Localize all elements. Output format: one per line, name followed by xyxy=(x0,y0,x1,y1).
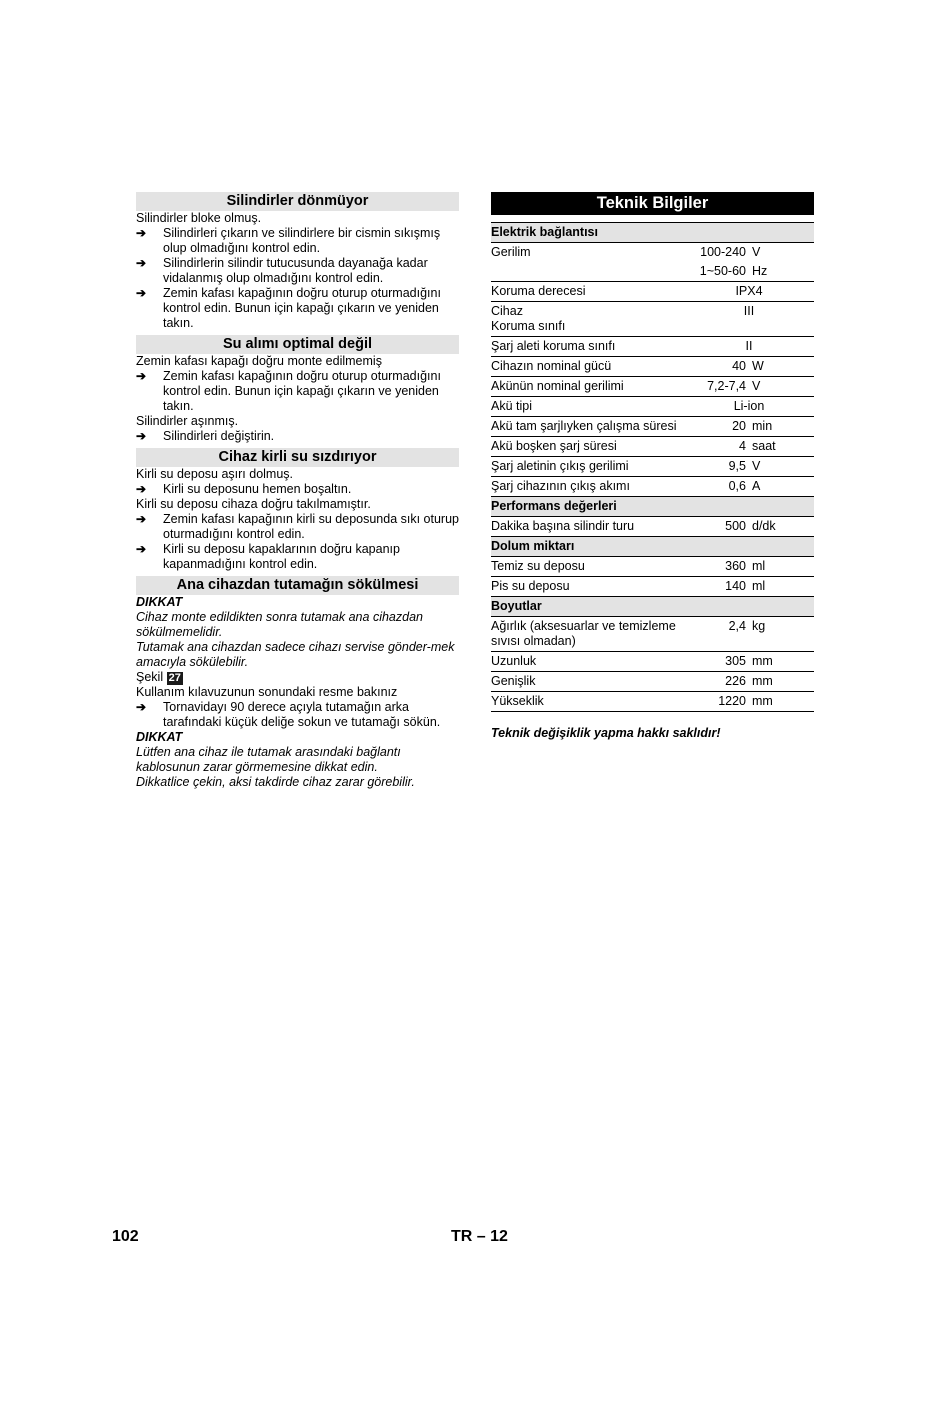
cause-text: Silindirler bloke olmuş. xyxy=(136,211,262,225)
row-value: 500 xyxy=(684,517,752,537)
row-value: 226 xyxy=(684,672,752,692)
row-value: 100-240 xyxy=(700,245,746,259)
table-row xyxy=(491,397,814,417)
row-name: Gerilim xyxy=(491,245,531,259)
troubleshooting-column xyxy=(136,192,459,790)
cause-text: Kirli su deposu cihaza doğru takılmamıştır. xyxy=(136,497,371,511)
table-row xyxy=(491,577,814,597)
table-row xyxy=(491,652,814,672)
row-name: Şarj aletinin çıkış gerilimi xyxy=(491,457,684,477)
technical-change-note: Teknik değişiklik yapma hakkı saklıdır! xyxy=(491,726,721,740)
action-text: Silindirlerin silindir tutucusunda dayanağa kadar vidalanmış olup olmadığını kontrol edin. xyxy=(163,256,428,285)
row-unit: min xyxy=(752,417,814,437)
arrow-right-icon: ➔ xyxy=(136,482,147,496)
row-name: Akünün nominal gerilimi xyxy=(491,377,684,397)
row-name: Şarj aleti koruma sınıfı xyxy=(491,337,684,357)
table-group-row xyxy=(491,497,814,517)
technical-data-column xyxy=(491,192,814,740)
list-item xyxy=(136,429,459,444)
table-row xyxy=(491,672,814,692)
table-group-row xyxy=(491,537,814,557)
row-unit: V xyxy=(752,377,814,397)
table-row xyxy=(491,457,814,477)
row-unit: V xyxy=(752,245,761,259)
table-group-row xyxy=(491,597,814,617)
row-name: Cihazın nominal gücü xyxy=(491,357,684,377)
warning-text: Tutamak ana cihazdan sadece cihazı servise gönder-mek amacıyla sökülebilir. xyxy=(136,640,455,669)
list-item xyxy=(136,256,459,286)
row-value: II xyxy=(684,337,814,357)
row-value: 40 xyxy=(684,357,752,377)
row-value: 7,2-7,4 xyxy=(684,377,752,397)
row-value: 4 xyxy=(684,437,752,457)
row-unit: Hz xyxy=(752,262,814,282)
row-name-line: Cihaz xyxy=(491,304,523,318)
action-text: Zemin kafası kapağının doğru oturup oturmadığını kontrol edin. Bunun için kapağı çıkarın ve yeniden takın. xyxy=(163,369,441,413)
row-value: 360 xyxy=(684,557,752,577)
row-name: Genişlik xyxy=(491,672,684,692)
arrow-right-icon: ➔ xyxy=(136,512,147,526)
list-item xyxy=(136,286,459,331)
table-row xyxy=(491,357,814,377)
row-value: Li-ion xyxy=(684,397,814,417)
page-code: TR – 12 xyxy=(451,1228,508,1245)
action-text: Zemin kafası kapağının doğru oturup oturmadığını kontrol edin. Bunun için kapağı çıkarın ve yeniden takın. xyxy=(163,286,441,330)
row-name: Akü tipi xyxy=(491,397,684,417)
row-unit: ml xyxy=(752,577,814,597)
row-unit: A xyxy=(752,477,814,497)
warning-label: DIKKAT xyxy=(136,595,183,609)
row-unit: kg xyxy=(752,617,814,652)
arrow-right-icon: ➔ xyxy=(136,256,147,270)
row-name: Ağırlık (aksesuarlar ve temizleme sıvısı olmadan) xyxy=(491,617,684,652)
row-unit: ml xyxy=(752,557,814,577)
row-value: 1220 xyxy=(684,692,752,712)
action-text: Zemin kafası kapağının kirli su deposunda sıkı oturup oturmadığını kontrol edin. xyxy=(163,512,459,541)
spec-table xyxy=(491,222,814,712)
row-value: 20 xyxy=(684,417,752,437)
warning-text: Cihaz monte edildikten sonra tutamak ana cihazdan sökülmemelidir. xyxy=(136,610,423,639)
row-name: Pis su deposu xyxy=(491,577,684,597)
table-row xyxy=(491,262,814,282)
warning-text: Dikkatlice çekin, aksi takdirde cihaz zarar görebilir. xyxy=(136,775,415,789)
table-row xyxy=(491,477,814,497)
arrow-right-icon: ➔ xyxy=(136,429,147,443)
row-value: IPX4 xyxy=(684,282,814,302)
figure-reference xyxy=(136,670,459,685)
list-item xyxy=(136,226,459,256)
row-unit: mm xyxy=(752,692,814,712)
cause-text: Zemin kafası kapağı doğru monte edilmemiş xyxy=(136,354,382,368)
row-name: Şarj cihazının çıkış akımı xyxy=(491,477,684,497)
table-group-row xyxy=(491,223,814,243)
row-name: Yükseklik xyxy=(491,692,684,712)
row-unit: d/dk xyxy=(752,517,814,537)
row-unit: W xyxy=(752,357,814,377)
row-value: 9,5 xyxy=(684,457,752,477)
list-item xyxy=(136,700,459,730)
row-value: 305 xyxy=(684,652,752,672)
action-text: Tornavidayı 90 derece açıyla tutamağın arka tarafındaki küçük deliğe sokun ve tutamağı sökün. xyxy=(163,700,441,729)
section-heading-leak: Cihaz kirli su sızdırıyor xyxy=(136,448,459,467)
row-name xyxy=(491,262,684,282)
reference-text: Kullanım kılavuzunun sonundaki resme bakınız xyxy=(136,685,398,699)
table-row xyxy=(491,302,814,337)
list-item xyxy=(136,369,459,414)
table-row xyxy=(491,417,814,437)
table-row xyxy=(491,377,814,397)
table-row xyxy=(491,517,814,537)
page-number: 102 xyxy=(112,1228,139,1245)
arrow-right-icon: ➔ xyxy=(136,226,147,240)
section-heading-rollers: Silindirler dönmüyor xyxy=(136,192,459,211)
action-text: Silindirleri değiştirin. xyxy=(163,429,275,443)
technical-data-heading: Teknik Bilgiler xyxy=(491,192,814,215)
warning-text: Lütfen ana cihaz ile tutamak arasındaki bağlantı kablosunun zarar görmemesine dikkat edin. xyxy=(136,745,401,774)
figure-number-badge: 27 xyxy=(168,672,181,684)
section-heading-handle-removal: Ana cihazdan tutamağın sökülmesi xyxy=(136,576,459,595)
row-name-line: Koruma sınıfı xyxy=(491,319,566,333)
row-name: Uzunluk xyxy=(491,652,684,672)
row-value: 0,6 xyxy=(684,477,752,497)
row-name: Akü tam şarjlıyken çalışma süresi xyxy=(491,417,684,437)
table-row xyxy=(491,243,814,263)
row-name: Koruma derecesi xyxy=(491,282,684,302)
figure-label: Şekil xyxy=(136,670,164,684)
list-item xyxy=(136,542,459,572)
table-row xyxy=(491,557,814,577)
arrow-right-icon: ➔ xyxy=(136,369,147,383)
row-value: 140 xyxy=(684,577,752,597)
table-row xyxy=(491,282,814,302)
list-item xyxy=(136,512,459,542)
group-label: Performans değerleri xyxy=(491,497,814,517)
row-unit: V xyxy=(752,457,814,477)
row-value: 1~50-60 xyxy=(684,262,752,282)
table-row xyxy=(491,692,814,712)
action-text: Kirli su deposu kapaklarının doğru kapanıp kapanmadığını kontrol edin. xyxy=(163,542,400,571)
row-name: Dakika başına silindir turu xyxy=(491,517,684,537)
section-heading-water-intake: Su alımı optimal değil xyxy=(136,335,459,354)
list-item xyxy=(136,482,459,497)
arrow-right-icon: ➔ xyxy=(136,286,147,300)
action-text: Silindirleri çıkarın ve silindirlere bir cismin sıkışmış olup olmadığını kontrol edin. xyxy=(163,226,441,255)
group-label: Elektrik bağlantısı xyxy=(491,223,814,243)
cause-text: Kirli su deposu aşırı dolmuş. xyxy=(136,467,294,481)
group-label: Dolum miktarı xyxy=(491,537,814,557)
group-label: Boyutlar xyxy=(491,597,814,617)
row-unit: mm xyxy=(752,652,814,672)
row-value: 2,4 xyxy=(684,617,752,652)
action-text: Kirli su deposunu hemen boşaltın. xyxy=(163,482,352,496)
arrow-right-icon: ➔ xyxy=(136,542,147,556)
warning-label: DIKKAT xyxy=(136,730,183,744)
row-unit: saat xyxy=(752,437,814,457)
table-row xyxy=(491,437,814,457)
row-name: Temiz su deposu xyxy=(491,557,684,577)
row-name: Akü boşken şarj süresi xyxy=(491,437,684,457)
row-unit: mm xyxy=(752,672,814,692)
table-row xyxy=(491,617,814,652)
cause-text: Silindirler aşınmış. xyxy=(136,414,239,428)
row-value: III xyxy=(684,302,814,337)
table-row xyxy=(491,337,814,357)
row-name xyxy=(491,302,684,337)
arrow-right-icon: ➔ xyxy=(136,700,147,714)
